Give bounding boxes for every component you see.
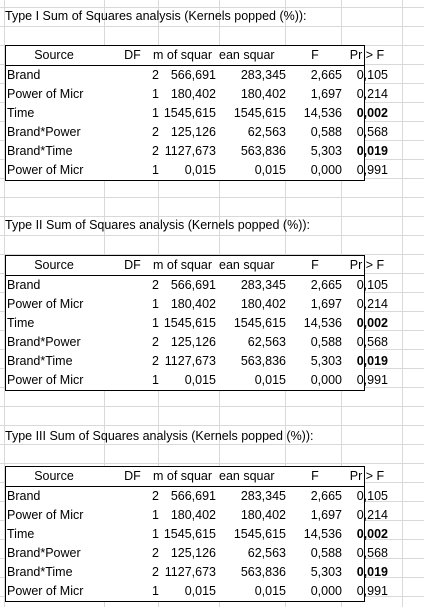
cell-p-value[interactable]: 0,019 [356,354,388,368]
cell-df[interactable]: 1 [152,527,159,541]
table-row [6,104,388,123]
header-mean-squares[interactable]: ean squar [219,48,275,62]
cell-p-value[interactable]: 0,002 [356,527,388,541]
header-source[interactable]: Source [34,48,74,62]
cell-f[interactable]: 14,536 [303,316,342,330]
cell-mean-squares[interactable]: 1545,615 [233,106,286,120]
cell-f[interactable]: 2,665 [310,278,342,292]
cell-source[interactable]: Time [7,106,35,120]
cell-source[interactable]: Brand [7,489,41,503]
header-mean-squares[interactable]: ean squar [219,469,275,483]
table-row [6,123,388,142]
cell-mean-squares[interactable]: 563,836 [240,565,286,579]
cell-p-value[interactable]: 0,214 [356,87,388,101]
cell-source[interactable]: Power of Micr [7,297,84,311]
table-title-type-1[interactable]: Type I Sum of Squares analysis (Kernels popped (%)): [5,9,307,23]
cell-p-value[interactable]: 0,568 [356,125,388,139]
header-sum-of-squares[interactable]: m of squar [153,48,213,62]
cell-p-value[interactable]: 0,991 [356,373,388,387]
cell-f[interactable]: 0,588 [310,335,342,349]
table-header-row [6,46,385,66]
cell-f[interactable]: 0,588 [310,546,342,560]
cell-p-value[interactable]: 0,019 [356,565,388,579]
cell-f[interactable]: 0,000 [310,373,342,387]
cell-sum-of-squares[interactable]: 1545,615 [163,527,216,541]
cell-mean-squares[interactable]: 62,563 [247,335,286,349]
cell-df[interactable]: 2 [152,565,159,579]
cell-mean-squares[interactable]: 563,836 [240,144,286,158]
cell-df[interactable]: 2 [152,144,159,158]
cell-mean-squares[interactable]: 563,836 [240,354,286,368]
cell-sum-of-squares[interactable]: 1545,615 [163,316,216,330]
gridline-horizontal [0,406,424,407]
gridline-horizontal [0,425,424,426]
cell-sum-of-squares[interactable]: 125,126 [170,125,216,139]
gridline-vertical [402,0,403,607]
cell-mean-squares[interactable]: 180,402 [240,297,286,311]
cell-df[interactable]: 1 [152,584,159,598]
table-header-row [6,256,385,276]
header-sum-of-squares[interactable]: m of squar [153,258,213,272]
cell-df[interactable]: 1 [152,106,159,120]
cell-f[interactable]: 1,697 [310,297,342,311]
cell-df[interactable]: 2 [152,68,159,82]
cell-df[interactable]: 1 [152,316,159,330]
anova-table-type-1 [5,45,388,181]
cell-f[interactable]: 0,000 [310,584,342,598]
cell-source[interactable]: Power of Micr [7,163,84,177]
cell-sum-of-squares[interactable]: 1545,615 [163,106,216,120]
cell-mean-squares[interactable]: 180,402 [240,508,286,522]
cell-source[interactable]: Time [7,316,35,330]
cell-p-value[interactable]: 0,214 [356,508,388,522]
table-row [6,161,388,180]
gridline-horizontal [0,235,424,236]
cell-sum-of-squares[interactable]: 1127,673 [164,565,216,579]
cell-mean-squares[interactable]: 62,563 [247,546,286,560]
cell-source[interactable]: Power of Micr [7,584,84,598]
cell-source[interactable]: Brand*Time [7,565,73,579]
cell-f[interactable]: 2,665 [310,68,342,82]
cell-source[interactable]: Brand*Power [7,546,81,560]
table-row [6,66,388,85]
cell-mean-squares[interactable]: 1545,615 [233,527,286,541]
cell-sum-of-squares[interactable]: 180,402 [170,508,216,522]
cell-sum-of-squares[interactable]: 1127,673 [164,144,216,158]
cell-p-value[interactable]: 0,002 [356,316,388,330]
cell-f[interactable]: 1,697 [310,508,342,522]
cell-f[interactable]: 2,665 [310,489,342,503]
cell-source[interactable]: Brand*Power [7,125,81,139]
cell-df[interactable]: 1 [152,508,159,522]
cell-df[interactable]: 2 [152,125,159,139]
cell-mean-squares[interactable]: 283,345 [240,68,286,82]
cell-df[interactable]: 1 [152,373,159,387]
cell-source[interactable]: Brand*Power [7,335,81,349]
header-f[interactable]: F [311,48,319,62]
header-p-value[interactable]: Pr > F [349,258,385,272]
header-f[interactable]: F [311,469,319,483]
cell-f[interactable]: 5,303 [310,144,342,158]
cell-mean-squares[interactable]: 0,015 [254,373,286,387]
table-title-type-2[interactable]: Type II Sum of Squares analysis (Kernels popped (%)): [5,218,311,232]
gridline-horizontal [0,463,424,464]
cell-sum-of-squares[interactable]: 180,402 [170,297,216,311]
cell-sum-of-squares[interactable]: 180,402 [170,87,216,101]
cell-f[interactable]: 5,303 [310,354,342,368]
cell-sum-of-squares[interactable]: 566,691 [170,68,216,82]
cell-sum-of-squares[interactable]: 0,015 [184,163,216,177]
cell-source[interactable]: Power of Micr [7,373,84,387]
table-row [6,371,388,390]
table-row [6,582,388,601]
anova-table-type-2 [5,255,388,391]
cell-sum-of-squares[interactable]: 0,015 [184,584,216,598]
header-df[interactable]: DF [124,258,141,272]
anova-table-type-3 [5,466,388,602]
header-source[interactable]: Source [34,469,74,483]
cell-p-value[interactable]: 0,991 [356,584,388,598]
header-sum-of-squares[interactable]: m of squar [153,469,213,483]
table-row [6,544,388,563]
table-title-type-3[interactable]: Type III Sum of Squares analysis (Kernels popped (%)): [5,429,314,443]
cell-p-value[interactable]: 0,214 [356,297,388,311]
cell-sum-of-squares[interactable]: 566,691 [170,489,216,503]
cell-p-value[interactable]: 0,105 [356,278,388,292]
cell-df[interactable]: 2 [152,489,159,503]
header-df[interactable]: DF [124,469,141,483]
cell-mean-squares[interactable]: 0,015 [254,163,286,177]
cell-sum-of-squares[interactable]: 125,126 [170,546,216,560]
cell-mean-squares[interactable]: 0,015 [254,584,286,598]
table-row [6,333,388,352]
cell-df[interactable]: 2 [152,546,159,560]
table-header-row [6,467,385,487]
gridline-horizontal [0,26,424,27]
cell-sum-of-squares[interactable]: 1127,673 [164,354,216,368]
cell-df[interactable]: 2 [152,278,159,292]
table-row [6,563,388,582]
table-row [6,295,388,314]
cell-mean-squares[interactable]: 62,563 [247,125,286,139]
cell-mean-squares[interactable]: 283,345 [240,489,286,503]
table-row [6,314,388,333]
header-df[interactable]: DF [124,48,141,62]
table-row [6,525,388,544]
header-p-value[interactable]: Pr > F [349,48,385,62]
table-row [6,506,388,525]
header-mean-squares[interactable]: ean squar [219,258,275,272]
cell-source[interactable]: Power of Micr [7,87,84,101]
table-row [6,85,388,104]
cell-f[interactable]: 14,536 [303,527,342,541]
cell-df[interactable]: 1 [152,163,159,177]
cell-mean-squares[interactable]: 180,402 [240,87,286,101]
gridline-horizontal [0,197,424,198]
header-source[interactable]: Source [34,258,74,272]
table-row [6,487,388,506]
cell-source[interactable]: Brand*Time [7,144,73,158]
cell-df[interactable]: 2 [152,335,159,349]
table-row [6,142,388,161]
cell-source[interactable]: Brand [7,278,41,292]
cell-mean-squares[interactable]: 283,345 [240,278,286,292]
cell-p-value[interactable]: 0,002 [356,106,388,120]
cell-source[interactable]: Brand [7,68,41,82]
cell-f[interactable]: 5,303 [310,565,342,579]
header-f[interactable]: F [311,258,319,272]
cell-source[interactable]: Time [7,527,35,541]
cell-source[interactable]: Power of Micr [7,508,84,522]
cell-p-value[interactable]: 0,991 [356,163,388,177]
cell-p-value[interactable]: 0,019 [356,144,388,158]
table-row [6,352,388,371]
cell-df[interactable]: 2 [152,354,159,368]
cell-p-value[interactable]: 0,568 [356,546,388,560]
cell-sum-of-squares[interactable]: 125,126 [170,335,216,349]
cell-sum-of-squares[interactable]: 0,015 [184,373,216,387]
table-row [6,276,388,295]
cell-sum-of-squares[interactable]: 566,691 [170,278,216,292]
cell-df[interactable]: 1 [152,87,159,101]
cell-f[interactable]: 0,588 [310,125,342,139]
cell-mean-squares[interactable]: 1545,615 [233,316,286,330]
cell-p-value[interactable]: 0,105 [356,489,388,503]
cell-source[interactable]: Brand*Time [7,354,73,368]
cell-p-value[interactable]: 0,568 [356,335,388,349]
cell-f[interactable]: 14,536 [303,106,342,120]
header-p-value[interactable]: Pr > F [349,469,385,483]
cell-f[interactable]: 0,000 [310,163,342,177]
cell-p-value[interactable]: 0,105 [356,68,388,82]
cell-f[interactable]: 1,697 [310,87,342,101]
cell-df[interactable]: 1 [152,297,159,311]
